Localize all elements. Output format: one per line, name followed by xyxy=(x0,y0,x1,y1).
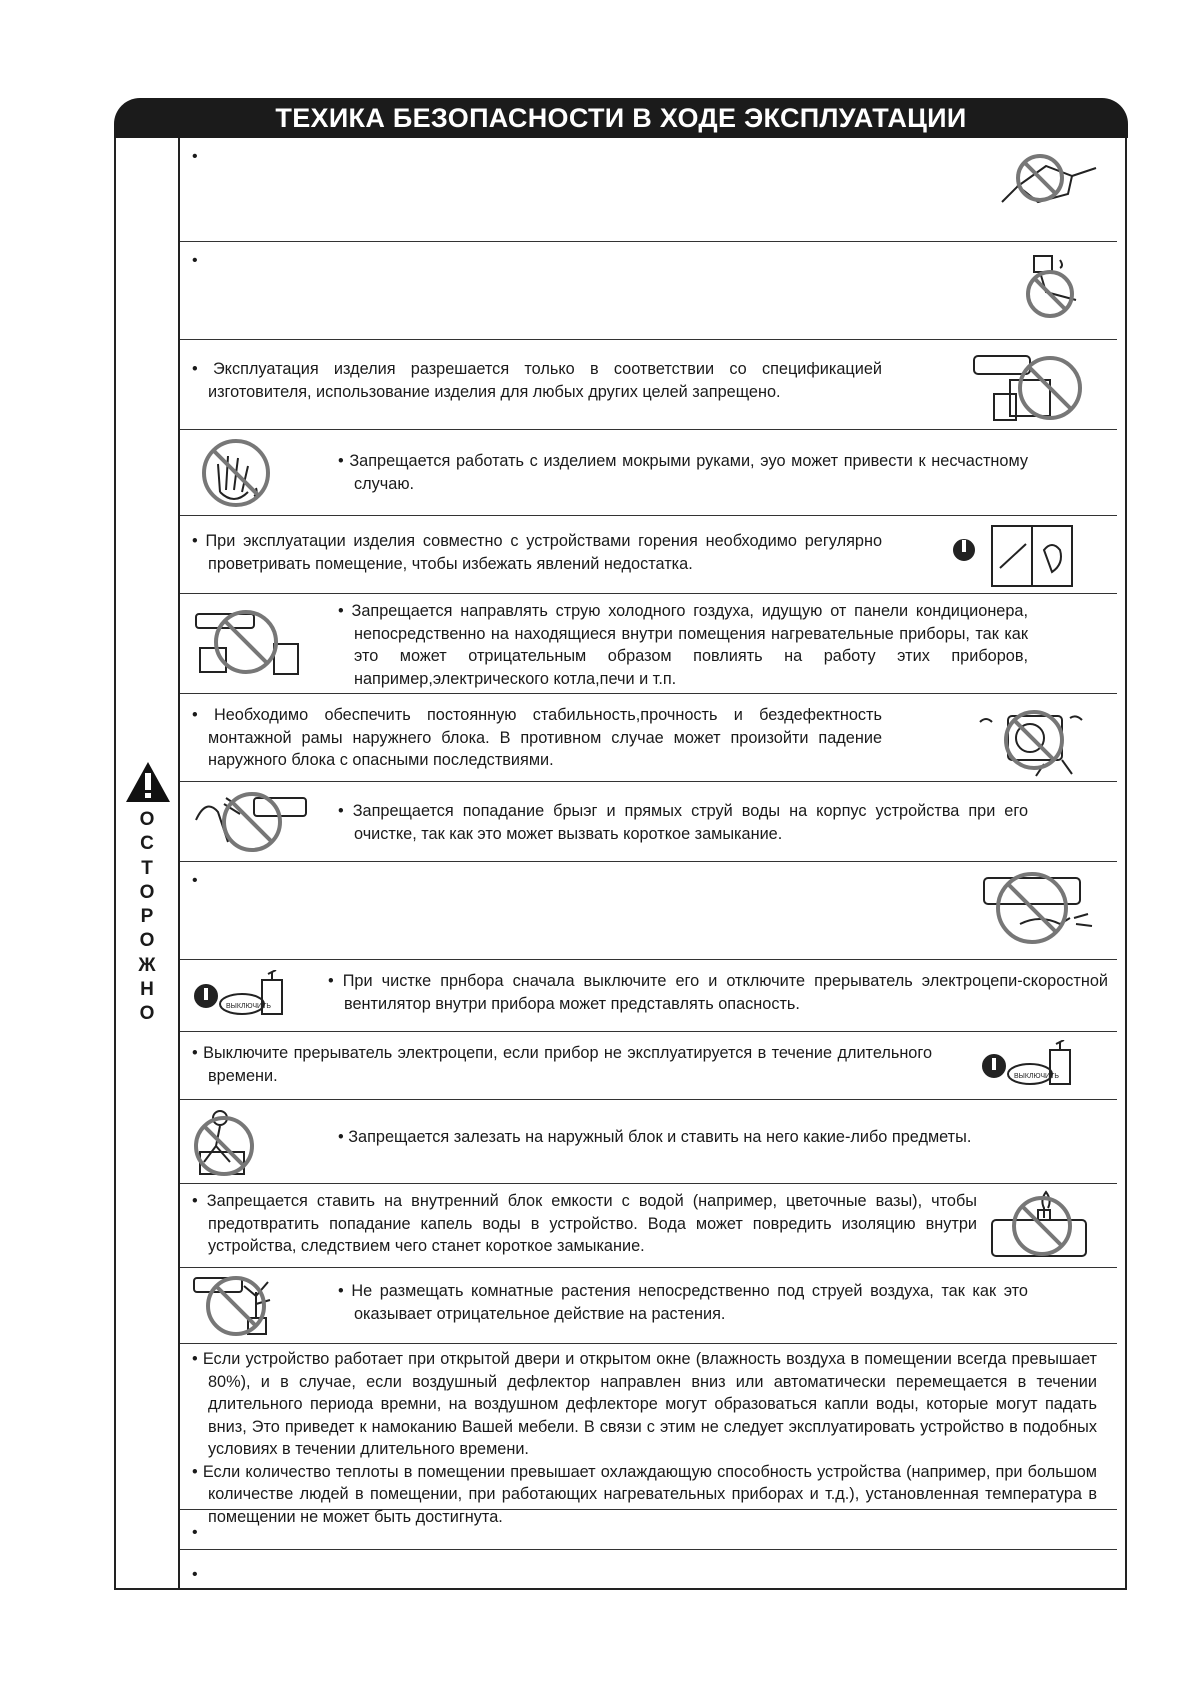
safety-item xyxy=(180,1550,1117,1590)
item-text-line: • Запрещается работать с изделием мокрыми руками, эуо может привести к несчастному случаю. xyxy=(338,452,1028,493)
warning-letter: Р xyxy=(140,906,154,928)
plug-wet-prohibited-icon xyxy=(1016,252,1096,324)
warning-letter: О xyxy=(139,1003,155,1025)
item-text xyxy=(338,450,1028,495)
breaker-label: ВЫКЛЮЧИТЬ xyxy=(1014,1073,1059,1080)
breaker-label: ВЫКЛЮЧИТЬ xyxy=(226,1003,271,1010)
bullet: • xyxy=(192,252,198,269)
item-text xyxy=(338,800,1028,845)
bullet: • xyxy=(192,1524,198,1541)
safety-item xyxy=(180,1100,1117,1184)
warning-letter: Н xyxy=(140,979,154,1001)
safety-item xyxy=(180,1510,1117,1550)
warning-word xyxy=(132,808,162,1027)
item-text-line: • Необходимо обеспечить постоянную стабильность,прочность и бездефектность монтажной рамы наружнего блока. В противном случае может произойти падение наружного блока с опасными последствиями. xyxy=(192,706,882,769)
item-text-line: • При чистке прнбора сначала выключите его и отключите прерыватель электроцепи-скоростной вентилятор внутри прибора может представлять опасность. xyxy=(328,972,1108,1013)
bullet: • xyxy=(192,148,198,165)
warning-letter: О xyxy=(139,809,155,830)
item-text xyxy=(338,600,1028,690)
item-text-line: • Запрещается направлять струю холодного гоздуха, идущую от панели кондиционера, непосредственно на находящиеся внутри помещения нагревательные приборы, так как это может отрицательным образом повлиять на работу этих приборов, например,электрического котла,печи и т.п. xyxy=(338,602,1028,688)
item-text xyxy=(338,1126,1118,1149)
no-air-on-heater-icon xyxy=(190,608,310,682)
item-text xyxy=(192,530,882,575)
item-text xyxy=(192,358,882,403)
safety-item xyxy=(180,242,1117,340)
warning-letter: О xyxy=(139,881,155,903)
no-spray-on-unit-icon xyxy=(980,868,1100,954)
switch-off-breaker-icon xyxy=(980,1040,1090,1094)
no-vase-on-unit-icon xyxy=(988,1188,1088,1264)
safety-item xyxy=(180,1184,1117,1268)
safety-item xyxy=(180,1344,1117,1526)
item-text-line: • Эксплуатация изделия разрешается только в соответствии со спецификацией изготовителя, использование изделия для любых других целей запрещено. xyxy=(192,360,882,401)
item-text-line: • При эксплуатации изделия совместно с устройствами горения необходимо регулярно проветривать помещение, чтобы избежать явлений недостатка. xyxy=(192,532,882,573)
item-text-line: • Выключите прерыватель электроцепи, если прибор не эксплуатируется в течение длительного времени. xyxy=(192,1044,932,1085)
item-text xyxy=(192,1190,977,1258)
no-plant-under-airflow-icon xyxy=(190,1272,300,1340)
no-water-spray-icon xyxy=(190,790,310,854)
safety-item xyxy=(180,1268,1117,1344)
page-title: ТЕХИКА БЕЗОПАСНОСТИ В ХОДЕ ЭКСПЛУАТАЦИИ xyxy=(114,98,1128,138)
safety-item xyxy=(180,862,1117,960)
warning-letter: С xyxy=(140,833,154,855)
plug-damaged-prohibited-icon xyxy=(998,146,1098,208)
item-text-line: • Если устройство работает при открытой двери и открытом окне (влажность воздуха в помещении всегда превышает 80%), и в случае, если воздушный дефлектор направлен вниз или автоматически перемещается в течении длительного периода времни, на воздушном дефлекторе могут образоваться капли воды, которые могут падать вниз, Это приведет к намоканию Вашей мебели. В связи с этим не следует эксплуатировать устройство в подобных условиях в течении длительного времени. xyxy=(192,1350,1097,1458)
item-text xyxy=(192,1042,932,1087)
wet-hands-prohibited-icon xyxy=(198,436,274,510)
item-text-line: • Запрещается залезать на наружный блок и ставить на него какие-либо предметы. xyxy=(338,1128,972,1146)
bullet: • xyxy=(192,872,198,889)
not-for-other-use-icon xyxy=(970,350,1090,424)
ventilate-room-icon xyxy=(950,520,1090,592)
item-text-line: • Запрещается ставить на внутренний блок емкости с водой (например, цветочные вазы), чтобы предотвратить попадание капель воды в устройство. Вода может повредить изоляцию внутри устройства, следствием чего станет короткое замыкание. xyxy=(192,1192,977,1255)
warning-letter: Ж xyxy=(138,954,156,976)
safety-item xyxy=(180,594,1117,694)
item-text-line: • Запрещается попадание брыэг и прямых струй воды на корпус устройства при его очистке, так как это может вызвать короткое замыкание. xyxy=(338,802,1028,843)
switch-off-breaker-icon xyxy=(192,970,302,1026)
safety-item xyxy=(180,430,1117,516)
no-climbing-icon xyxy=(190,1106,260,1182)
bullet: • xyxy=(192,1566,198,1583)
warning-triangle-icon xyxy=(124,760,172,804)
safety-item xyxy=(180,694,1117,782)
item-text xyxy=(192,704,882,772)
item-text-line: • Если количество теплоты в помещении превышает охлаждающую способность устройства (например, при большом количестве людей в помещении, при работающих нагревательных приборах и т.д.), установленная температура в помещении не может быть достигнута. xyxy=(192,1462,1097,1526)
safety-item xyxy=(180,516,1117,594)
item-text xyxy=(328,970,1108,1015)
outdoor-unit-fall-icon xyxy=(970,702,1100,778)
warning-letter: О xyxy=(139,930,155,952)
safety-item xyxy=(180,138,1117,242)
item-text-line: • Не размещать комнатные растения непосредственно под струей воздуха, так как это оказывает отрицательное действие на растения. xyxy=(338,1282,1028,1323)
item-text xyxy=(192,1348,1097,1528)
safety-item xyxy=(180,340,1117,430)
safety-item xyxy=(180,960,1117,1032)
safety-item xyxy=(180,782,1117,862)
warning-letter: Т xyxy=(141,857,153,879)
item-text xyxy=(338,1280,1028,1325)
safety-item xyxy=(180,1032,1117,1100)
